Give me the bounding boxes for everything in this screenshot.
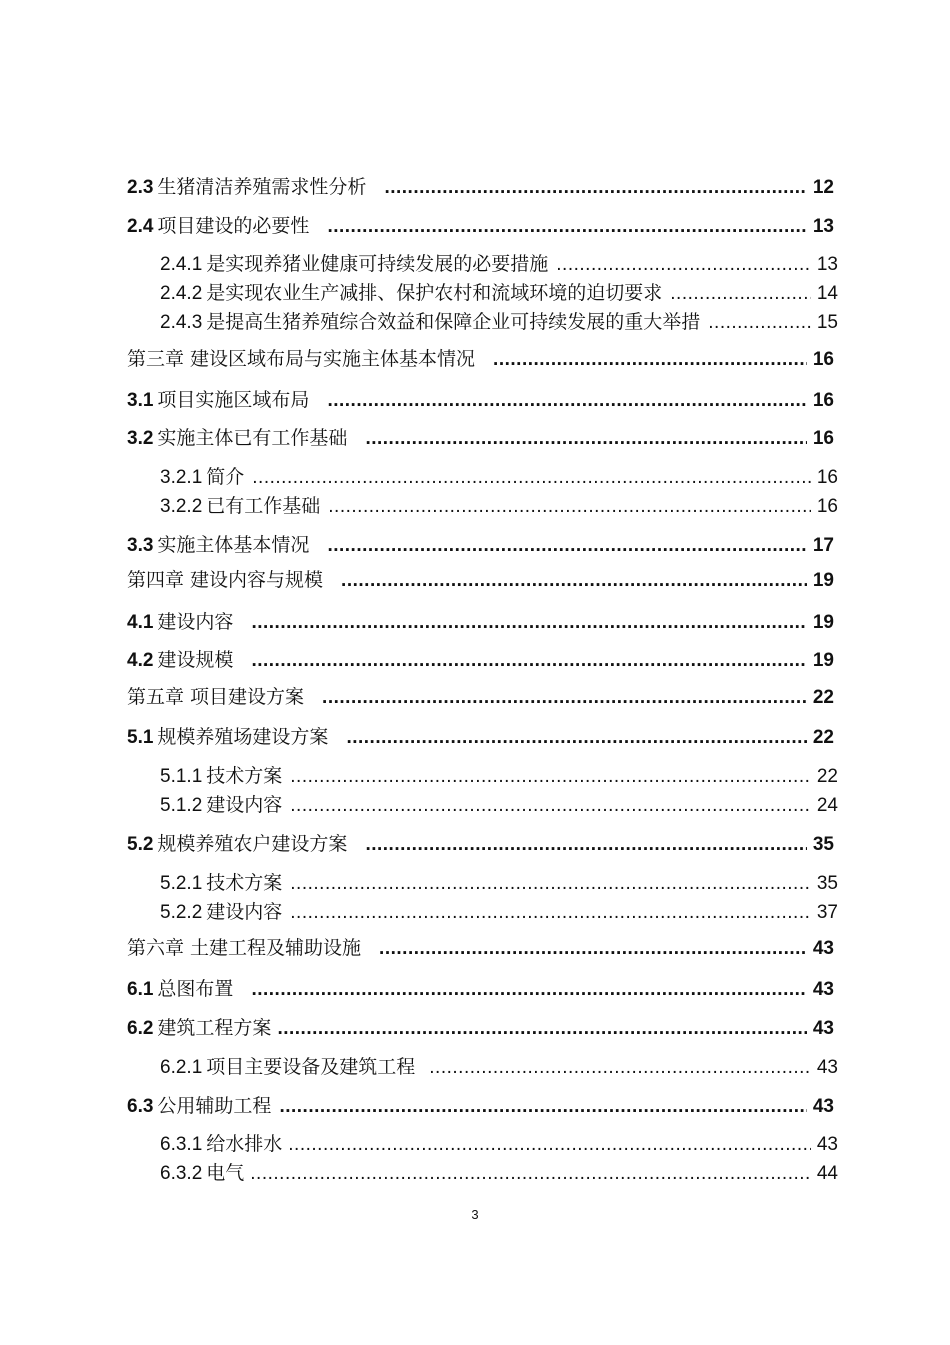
toc-entry-page: 12 — [812, 177, 834, 198]
toc-entry-title: 项目建设的必要性 — [157, 215, 310, 237]
toc-entry-title: 已有工作基础 — [206, 495, 321, 517]
toc-entry-number: 6.3.1 — [160, 1134, 203, 1155]
toc-entry-5-2[interactable] — [127, 832, 834, 857]
toc-entry-number: 2.4.2 — [160, 283, 203, 304]
toc-entry-3-1[interactable] — [127, 388, 834, 413]
page-footer-number: 3 — [471, 1207, 479, 1222]
toc-entry-title: 实施主体基本情况 — [157, 534, 310, 556]
toc-entry-4-1[interactable] — [127, 610, 834, 635]
toc-entry-page: 16 — [816, 496, 838, 517]
toc-entry-page: 15 — [816, 312, 838, 333]
toc-entry-number: 2.3 — [127, 177, 154, 198]
toc-entry-number: 6.2 — [127, 1018, 154, 1039]
toc-entry-number: 5.2.2 — [160, 902, 203, 923]
toc-entry-page: 17 — [812, 535, 834, 556]
toc-entry-title: 建设内容 — [206, 794, 283, 816]
toc-entry-page: 43 — [816, 1057, 838, 1078]
toc-leader-dots — [327, 215, 806, 239]
toc-entry-title: 公用辅助工程 — [157, 1095, 272, 1117]
toc-entry-title: 是实现农业生产减排、保护农村和流域环境的迫切要求 — [206, 282, 663, 304]
toc-entry-2-4-1[interactable] — [160, 252, 838, 277]
toc-entry-page: 16 — [816, 467, 838, 488]
toc-entry-page: 22 — [812, 687, 834, 708]
toc-chapter-5[interactable] — [127, 685, 834, 710]
toc-entry-title: 实施主体已有工作基础 — [157, 427, 348, 449]
toc-entry-title: 第四章 建设内容与规模 — [127, 569, 324, 591]
toc-entry-5-1-1[interactable] — [160, 764, 838, 789]
toc-leader-dots — [429, 1056, 811, 1080]
toc-entry-number: 5.1 — [127, 727, 154, 748]
toc-entry-2-4[interactable] — [127, 214, 834, 239]
toc-entry-title: 项目实施区域布局 — [157, 389, 310, 411]
toc-leader-dots — [327, 389, 806, 413]
toc-entry-3-2[interactable] — [127, 426, 834, 451]
toc-leader-dots — [493, 348, 807, 372]
toc-chapter-3[interactable] — [127, 347, 834, 372]
toc-leader-dots — [379, 937, 807, 961]
toc-leader-dots — [384, 176, 806, 200]
toc-entry-number: 2.4.3 — [160, 312, 203, 333]
toc-leader-dots — [250, 1162, 811, 1186]
toc-entry-3-2-1[interactable] — [160, 465, 838, 490]
toc-entry-page: 16 — [812, 390, 834, 411]
toc-entry-number: 6.2.1 — [160, 1057, 203, 1078]
toc-entry-number: 6.1 — [127, 979, 154, 1000]
toc-entry-title: 技术方案 — [206, 872, 283, 894]
toc-entry-6-3-2[interactable] — [160, 1161, 838, 1186]
toc-entry-2-4-3[interactable] — [160, 310, 838, 335]
toc-leader-dots — [251, 978, 806, 1002]
toc-leader-dots — [290, 794, 811, 818]
toc-entry-2-3[interactable] — [127, 175, 834, 200]
toc-leader-dots — [328, 495, 811, 519]
toc-leader-dots — [365, 427, 806, 451]
toc-entry-page: 43 — [812, 938, 834, 959]
toc-entry-number: 6.3.2 — [160, 1163, 203, 1184]
toc-leader-dots — [277, 1017, 806, 1041]
toc-entry-title: 建筑工程方案 — [157, 1017, 272, 1039]
toc-entry-page: 43 — [812, 979, 834, 1000]
toc-entry-number: 2.4.1 — [160, 254, 203, 275]
toc-entry-title: 生猪清洁养殖需求性分析 — [157, 176, 367, 198]
toc-entry-title: 总图布置 — [157, 978, 234, 1000]
toc-leader-dots — [346, 726, 806, 750]
toc-entry-2-4-2[interactable] — [160, 281, 838, 306]
toc-entry-page: 19 — [812, 570, 834, 591]
toc-entry-title: 建设内容 — [206, 901, 283, 923]
toc-entry-page: 14 — [816, 283, 838, 304]
toc-entry-number: 6.3 — [127, 1096, 154, 1117]
toc-entry-5-1-2[interactable] — [160, 793, 838, 818]
toc-entry-6-1[interactable] — [127, 977, 834, 1002]
toc-entry-page: 35 — [812, 834, 834, 855]
toc-entry-title: 是提高生猪养殖综合效益和保障企业可持续发展的重大举措 — [206, 311, 701, 333]
toc-entry-number: 5.1.1 — [160, 766, 203, 787]
toc-entry-page: 43 — [812, 1096, 834, 1117]
toc-entry-page: 43 — [816, 1134, 838, 1155]
toc-entry-page: 16 — [812, 349, 834, 370]
toc-entry-number: 4.2 — [127, 650, 154, 671]
toc-entry-number: 3.2 — [127, 428, 154, 449]
toc-leader-dots — [290, 765, 811, 789]
toc-entry-page: 37 — [816, 902, 838, 923]
toc-entry-6-3-1[interactable] — [160, 1132, 838, 1157]
toc-entry-title: 规模养殖农户建设方案 — [157, 833, 348, 855]
toc-entry-number: 5.1.2 — [160, 795, 203, 816]
toc-entry-number: 2.4 — [127, 216, 154, 237]
toc-entry-page: 22 — [812, 727, 834, 748]
toc-entry-5-1[interactable] — [127, 725, 834, 750]
toc-entry-title: 项目主要设备及建筑工程 — [206, 1056, 416, 1078]
toc-entry-6-3[interactable] — [127, 1094, 834, 1119]
toc-entry-title: 简介 — [206, 466, 245, 488]
toc-entry-number: 3.2.1 — [160, 467, 203, 488]
toc-entry-4-2[interactable] — [127, 648, 834, 673]
toc-entry-page: 22 — [816, 766, 838, 787]
toc-entry-title: 建设规模 — [157, 649, 234, 671]
toc-entry-number: 4.1 — [127, 612, 154, 633]
toc-leader-dots — [365, 833, 806, 857]
toc-leader-dots — [252, 466, 811, 490]
toc-entry-title: 技术方案 — [206, 765, 283, 787]
toc-leader-dots — [251, 611, 806, 635]
toc-leader-dots — [290, 872, 811, 896]
toc-entry-title: 第五章 项目建设方案 — [127, 686, 305, 708]
toc-entry-title: 给水排水 — [206, 1133, 283, 1155]
toc-leader-dots — [327, 534, 806, 558]
toc-entry-title: 规模养殖场建设方案 — [157, 726, 329, 748]
toc-entry-6-2-1[interactable] — [160, 1055, 838, 1080]
toc-entry-page: 16 — [812, 428, 834, 449]
toc-chapter-4[interactable] — [127, 568, 834, 593]
toc-entry-page: 24 — [816, 795, 838, 816]
toc-leader-dots — [251, 649, 806, 673]
toc-entry-title: 第六章 土建工程及辅助设施 — [127, 937, 362, 959]
toc-entry-number: 3.1 — [127, 390, 154, 411]
toc-leader-dots — [288, 1133, 811, 1157]
toc-leader-dots — [556, 253, 811, 277]
toc-chapter-6[interactable] — [127, 936, 834, 961]
toc-entry-title: 是实现养猪业健康可持续发展的必要措施 — [206, 253, 549, 275]
toc-entry-number: 3.3 — [127, 535, 154, 556]
toc-entry-page: 19 — [812, 650, 834, 671]
toc-leader-dots — [670, 282, 811, 306]
toc-entry-6-2[interactable] — [127, 1016, 834, 1041]
toc-entry-5-2-2[interactable] — [160, 900, 838, 925]
toc-entry-number: 5.2 — [127, 834, 154, 855]
toc-entry-page: 43 — [812, 1018, 834, 1039]
toc-leader-dots — [341, 569, 807, 593]
toc-entry-number: 3.2.2 — [160, 496, 203, 517]
toc-entry-title: 建设内容 — [157, 611, 234, 633]
toc-leader-dots — [279, 1095, 806, 1119]
toc-leader-dots — [322, 686, 807, 710]
toc-entry-page: 35 — [816, 873, 838, 894]
toc-entry-3-3[interactable] — [127, 533, 834, 558]
toc-entry-page: 44 — [816, 1163, 838, 1184]
toc-entry-3-2-2[interactable] — [160, 494, 838, 519]
toc-entry-page: 13 — [812, 216, 834, 237]
toc-leader-dots — [290, 901, 811, 925]
toc-leader-dots — [708, 311, 811, 335]
toc-entry-page: 13 — [816, 254, 838, 275]
toc-entry-title: 第三章 建设区域布局与实施主体基本情况 — [127, 348, 476, 370]
toc-entry-page: 19 — [812, 612, 834, 633]
toc-entry-number: 5.2.1 — [160, 873, 203, 894]
toc-entry-5-2-1[interactable] — [160, 871, 838, 896]
toc-entry-title: 电气 — [206, 1162, 245, 1184]
